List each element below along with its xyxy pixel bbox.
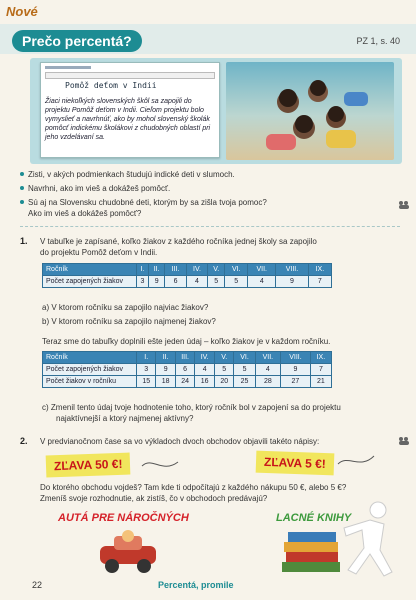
header-cell: Ročník (43, 352, 137, 364)
table-1-header-row (43, 264, 332, 276)
q2-line1: Do ktorého obchodu vojdeš? Tam kde ti odpočítajú z každého nákupu 50 €, alebo 5 €? (40, 483, 347, 492)
table-cell: 5 (215, 364, 234, 376)
table-cell: 21 (310, 376, 331, 388)
q1-subquestion-c-line1: c) Zmenil tento údaj tvoje hodnotenie toho, ktorý ročník bol v zapojení sa do projektu (42, 403, 341, 412)
table-cell: 9 (281, 364, 311, 376)
table-cell: 28 (255, 376, 280, 388)
row-label: Počet žiakov v ročníku (43, 376, 137, 388)
children-photo (226, 62, 394, 160)
q2-number: 2. (20, 436, 28, 446)
header-cell: VIII. (281, 352, 311, 364)
table-cell: 4 (186, 276, 208, 288)
toy-car-icon (92, 528, 164, 574)
header-cell: IV. (186, 264, 208, 276)
header-cell: IX. (310, 352, 331, 364)
page-number: 22 (32, 580, 43, 590)
header-cell: I. (137, 264, 149, 276)
shop-sign-cars: AUTÁ PRE NÁROČNÝCH (58, 512, 189, 524)
header-cell: VII. (255, 352, 280, 364)
promo-text: Žiaci niekoľkých slovenských škôl sa zapojili do projektu Pomôž deťom v Indii. Cieľom projektu bolo vymyslieť a navrhnúť, ako by mohol slovenský školák pomôcť indickému školákovi z chudobných oblastí pri jeho vzdelávaní sa. (45, 98, 211, 141)
table-cell: 7 (310, 364, 331, 376)
header-cell: VI. (234, 352, 255, 364)
workbook-reference: PZ 1, s. 40 (356, 36, 400, 46)
q2-line2: Zmeníš svoje rozhodnutie, ak zistíš, čo v obchodoch predávajú? (40, 494, 268, 503)
table-cell: 9 (148, 276, 165, 288)
section-tag: Nové (6, 4, 38, 19)
table-2-header-row (43, 352, 332, 364)
string-icon (140, 456, 180, 476)
table-cell: 9 (276, 276, 309, 288)
table-cell: 5 (208, 276, 225, 288)
header-cell: II. (156, 352, 175, 364)
browser-address-bar (45, 72, 215, 79)
promo-heading: Pomôž deťom v Indii (65, 81, 157, 90)
table-cell: 24 (175, 376, 194, 388)
table-cell: 25 (234, 376, 255, 388)
row-label: Počet zapojených žiakov (43, 276, 137, 288)
q1-subquestion-b: b) V ktorom ročníku sa zapojilo najmenej žiakov? (42, 317, 216, 326)
header-cell: V. (208, 264, 225, 276)
table-2-row-enrolled (43, 364, 332, 376)
table-cell: 18 (156, 376, 175, 388)
group-work-icon (398, 436, 410, 445)
table-1 (42, 263, 332, 288)
discount-sign-5: ZĽAVA 5 €! (256, 451, 335, 476)
header-cell: IV. (195, 352, 215, 364)
group-work-icon (398, 200, 410, 209)
table-cell: 16 (195, 376, 215, 388)
browser-window (40, 62, 220, 158)
footer-title: Percentá, promile (158, 580, 234, 590)
q1-text-line1: V tabuľke je zapísané, koľko žiakov z každého ročníka jednej školy sa zapojilo (40, 237, 317, 246)
book-stack-icon (276, 526, 346, 576)
discount-sign-50: ZĽAVA 50 €! (46, 453, 131, 478)
section-divider (20, 226, 400, 227)
header-cell: VI. (225, 264, 248, 276)
bullet-2: Navrhni, ako im vieš a dokážeš pomôcť. (28, 184, 171, 193)
browser-tab (45, 66, 91, 69)
bullet-1: Zisti, v akých podmienkach študujú indické deti v slumoch. (28, 170, 235, 179)
shop-sign-books: LACNÉ KNIHY (276, 512, 352, 524)
table-cell: 3 (137, 276, 149, 288)
q1-intro-2: Teraz sme do tabuľky doplnili ešte jeden údaj – koľko žiakov je v každom ročníku. (42, 337, 331, 346)
table-cell: 7 (308, 276, 331, 288)
q1-text-line2: do projektu Pomôž deťom v Indii. (40, 248, 158, 257)
header-cell: V. (215, 352, 234, 364)
table-cell: 3 (137, 364, 156, 376)
table-cell: 5 (234, 364, 255, 376)
table-cell: 6 (165, 276, 186, 288)
q2-text: V predvianočnom čase sa vo výkladoch dvoch obchodov objavili takéto nápisy: (40, 437, 320, 446)
table-cell: 27 (281, 376, 311, 388)
table-cell: 4 (255, 364, 280, 376)
table-cell: 5 (225, 276, 248, 288)
bullet-3: Sú aj na Slovensku chudobné deti, ktorým by sa zišla tvoja pomoc? (28, 198, 267, 207)
page-title: Prečo percentá? (12, 30, 142, 52)
table-cell: 6 (175, 364, 194, 376)
header-cell: II. (148, 264, 165, 276)
bullet-3-continued: Ako im vieš a dokážeš pomôcť? (28, 209, 142, 218)
string-icon (336, 452, 376, 472)
header-cell: Ročník (43, 264, 137, 276)
header-cell: VIII. (276, 264, 309, 276)
row-label: Počet zapojených žiakov (43, 364, 137, 376)
header-cell: III. (175, 352, 194, 364)
mascot-figure-icon (340, 500, 400, 580)
header-cell: III. (165, 264, 186, 276)
table-cell: 15 (137, 376, 156, 388)
header-cell: I. (137, 352, 156, 364)
q1-number: 1. (20, 236, 28, 246)
q1-subquestion-c-line2: najaktívnejší a ktorý najmenej aktívny? (56, 414, 194, 423)
header-cell: IX. (308, 264, 331, 276)
table-cell: 9 (156, 364, 175, 376)
table-cell: 4 (195, 364, 215, 376)
table-cell: 20 (215, 376, 234, 388)
table-cell: 4 (248, 276, 276, 288)
q1-subquestion-a: a) V ktorom ročníku sa zapojilo najviac žiakov? (42, 303, 209, 312)
table-2-row-total (43, 376, 332, 388)
table-2 (42, 351, 332, 388)
header-cell: VII. (248, 264, 276, 276)
table-1-row (43, 276, 332, 288)
